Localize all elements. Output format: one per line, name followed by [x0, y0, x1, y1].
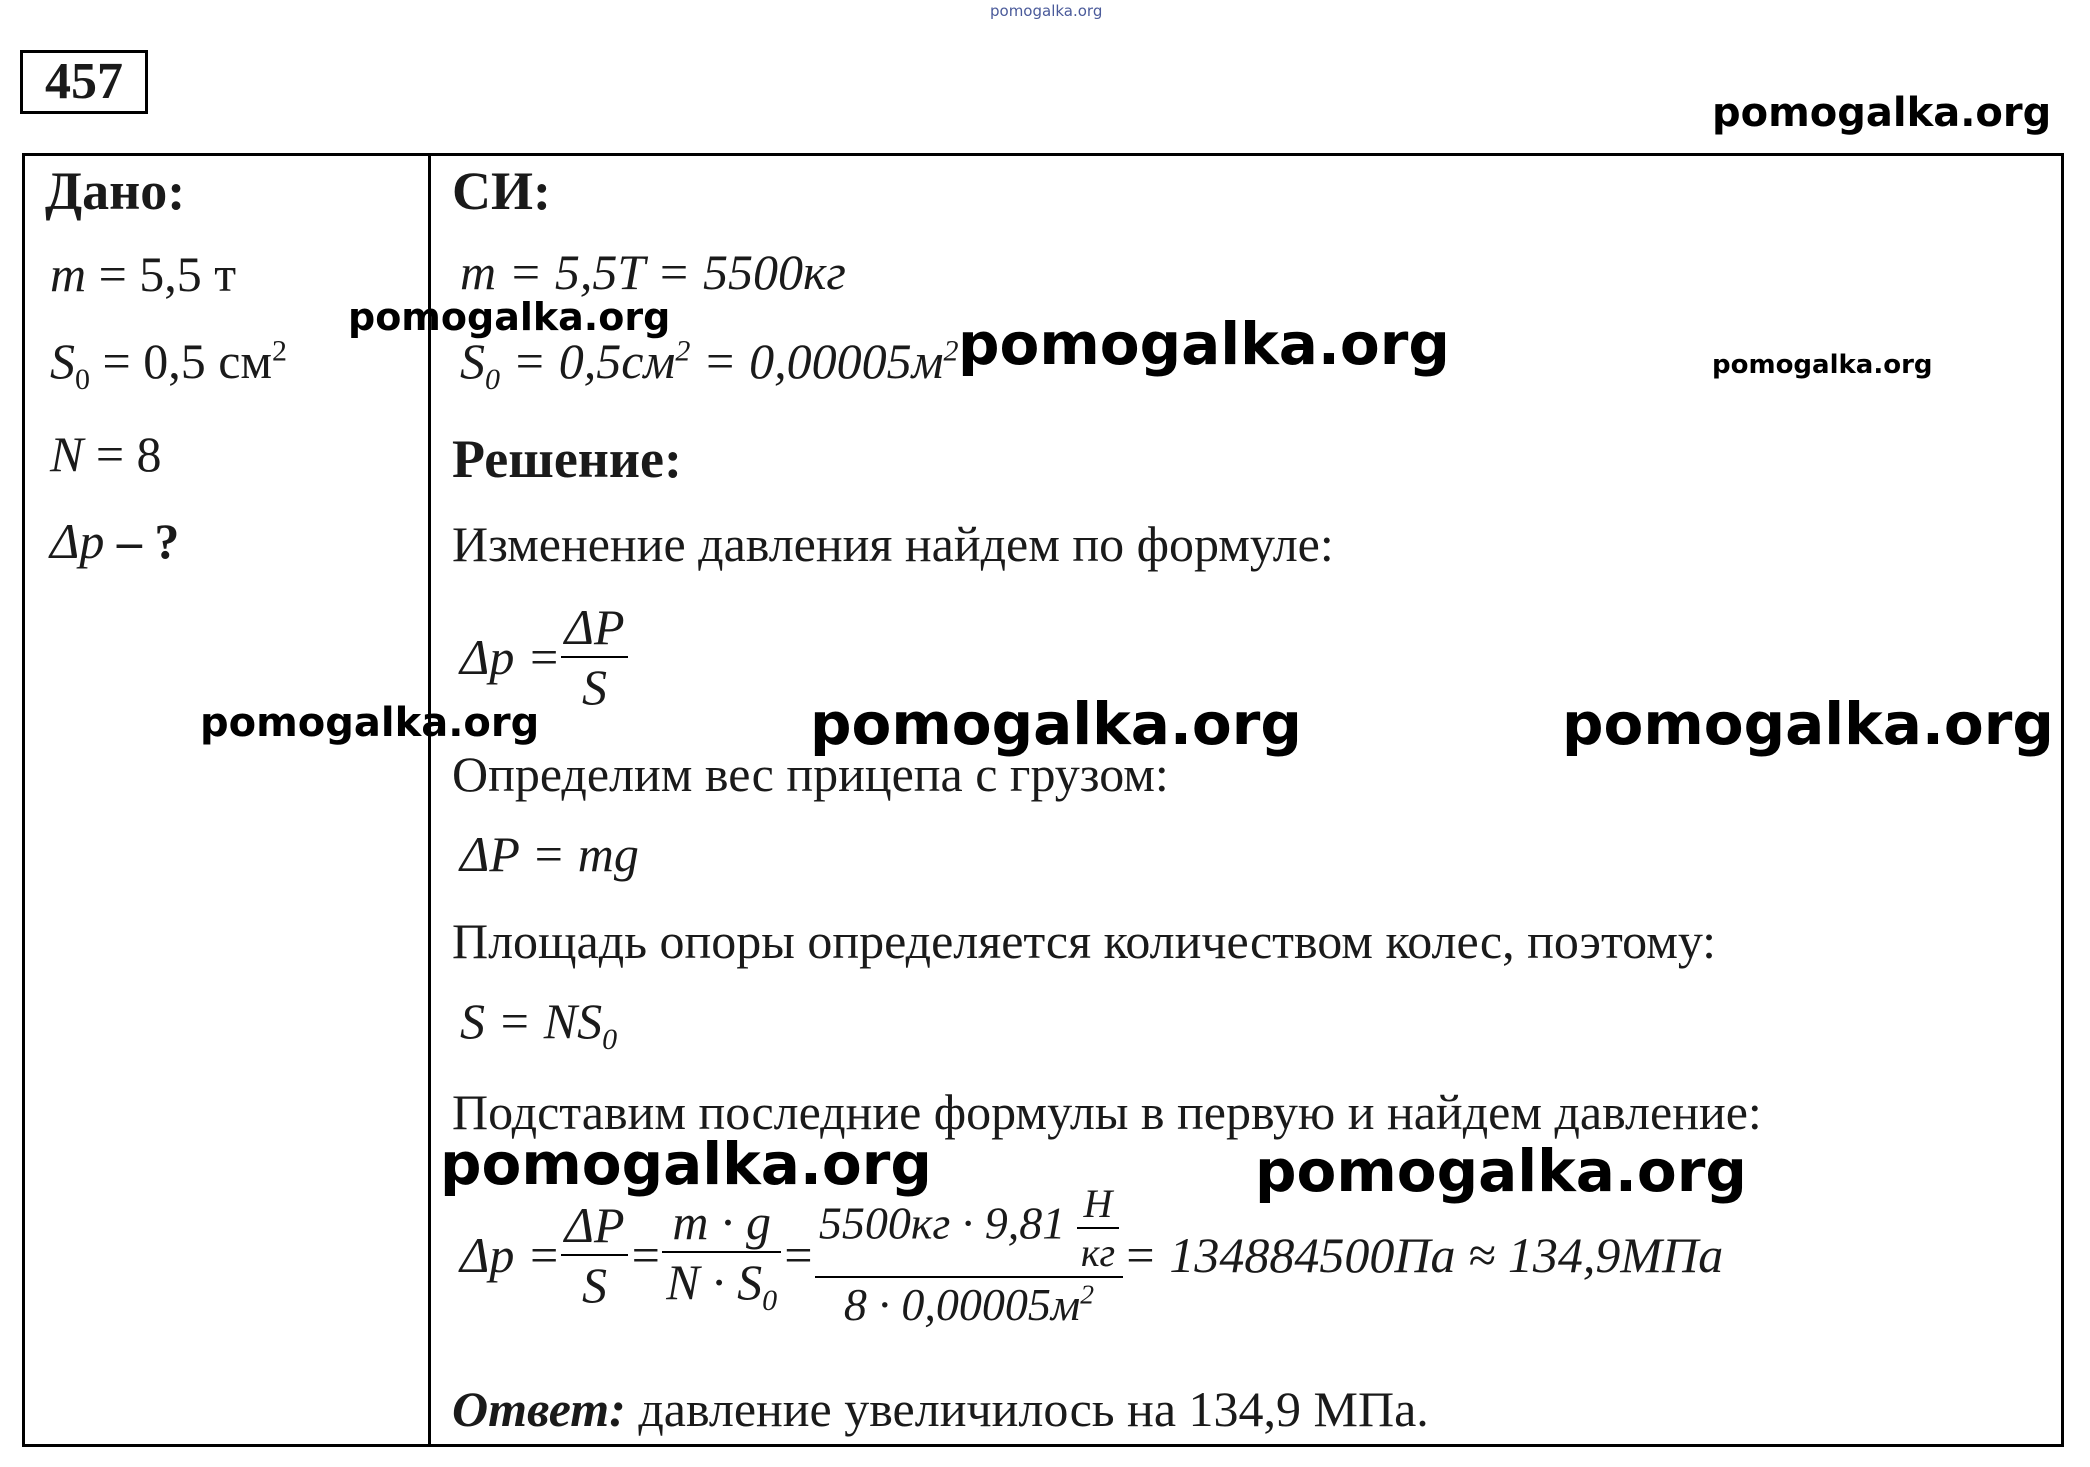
solution-title: Решение: [452, 429, 682, 489]
watermark-6: pomogalka.org [1562, 690, 2054, 758]
watermark-8: pomogalka.org [1255, 1137, 1747, 1205]
problem-number: 457 [20, 50, 148, 114]
formula-weight: ΔP = mg [460, 826, 639, 882]
top-watermark: pomogalka.org [990, 2, 1103, 20]
given-area: $S_0 = 0,5$ $см^2$ [50, 333, 288, 396]
given-mass: m = 5,5 т [50, 246, 237, 302]
si-title: СИ: [452, 161, 551, 221]
watermark-1: pomogalka.org [348, 295, 671, 339]
solution-text-4: Подставим последние формулы в первую и найдем давление: [452, 1084, 1762, 1140]
given-find: Δp – ? [50, 513, 180, 569]
formula-area: $S = NS_0$ [460, 993, 618, 1056]
watermark-4: pomogalka.org [200, 700, 540, 746]
si-area: $S_0 = 0,5см^2 = 0,00005м^2$ [460, 333, 959, 396]
watermark-7: pomogalka.org [440, 1130, 932, 1198]
si-mass: m = 5,5T = 5500кг [460, 244, 846, 300]
given-wheels: N = 8 [50, 426, 162, 482]
given-title: Дано: [45, 161, 186, 221]
solution-text-2: Определим вес прицепа с грузом: [452, 746, 1169, 802]
column-divider [428, 153, 431, 1447]
formula-pressure-change: Δp = $\frac{\Delta P}{S}$ [460, 598, 628, 716]
solution-text-3: Площадь опоры определяется количеством колес, поэтому: [452, 913, 1717, 969]
watermark-2: pomogalka.org [958, 310, 1450, 378]
formula-final: Δp = $\frac{\Delta P}{S}$ = $\frac{m \cdot g}{N \cdot S_0}$ = 5500кг · 9,81 $\frac{H}{кг}$ $8 \cdot 0,00005м^2$ = 134884500Па ≈ 134,9МПа [460, 1180, 1724, 1330]
solution-text-1: Изменение давления найдем по формуле: [452, 516, 1334, 572]
watermark-5: pomogalka.org [810, 690, 1302, 758]
header-watermark: pomogalka.org [1712, 90, 2052, 136]
answer: Ответ: давление увеличилось на 134,9 МПа. [452, 1381, 1429, 1437]
watermark-3: pomogalka.org [1712, 350, 1933, 380]
